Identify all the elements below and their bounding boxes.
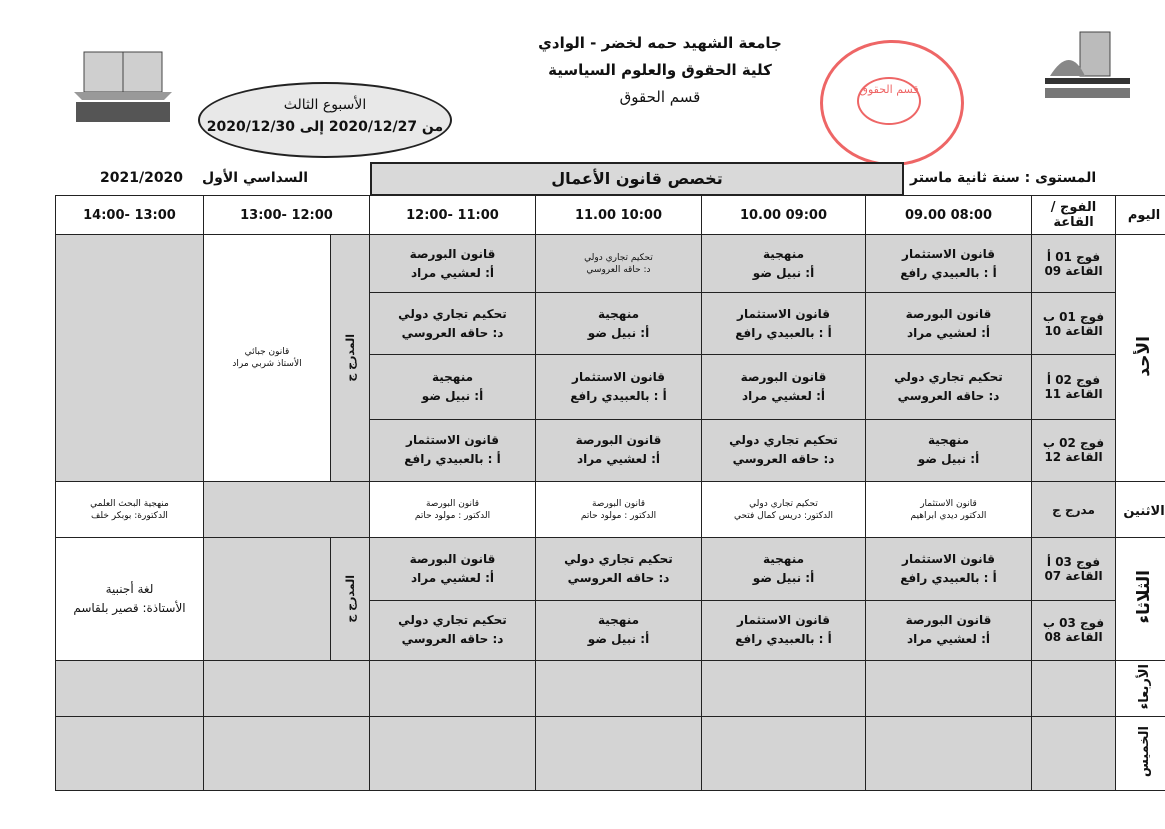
session-cell: قانون الاستثمار أ : بالعبيدي رافع — [702, 600, 866, 661]
academic-year: 2021/2020 — [100, 170, 184, 186]
session-cell: منهجية أ: نبيل ضو — [536, 600, 702, 661]
table-row — [56, 717, 1165, 791]
stamp-text: قسم الحقوق — [857, 77, 921, 125]
level-label: المستوى : سنة ثانية ماستر — [910, 170, 1097, 186]
university-header — [470, 30, 850, 111]
empty-cell — [56, 717, 204, 791]
session-cell: قانون البورصة الدكتور : مولود حاتم — [370, 482, 536, 538]
session-cell: تحكيم تجاري دولي د: حاقه العروسي — [536, 235, 702, 293]
session-cell: تحكيم تجاري دولي د: حاقه العروسي — [370, 293, 536, 355]
table-row — [56, 482, 1165, 538]
group-room-cell: فوج 01 ب القاعة 10 — [1032, 293, 1116, 355]
header-row — [56, 196, 1165, 235]
session-cell: منهجية أ: نبيل ضو — [866, 419, 1032, 481]
group-room-cell: فوج 01 أ القاعة 09 — [1032, 235, 1116, 293]
session-cell: تحكيم تجاري دولي د: حاقه العروسي — [866, 355, 1032, 419]
col-slot-3: 10:00 11.00 — [536, 196, 702, 235]
session-cell: قانون البورصة أ: لعشيي مراد — [536, 419, 702, 481]
col-slot-5: 12:00 -13:00 — [204, 196, 370, 235]
amphi-cell: مدرج ج — [1032, 482, 1116, 538]
col-slot-4: 11:00 -12:00 — [370, 196, 536, 235]
empty-cell — [536, 661, 702, 717]
session-cell: منهجية أ: نبيل ضو — [370, 355, 536, 419]
empty-cell — [536, 717, 702, 791]
group-room-cell: فوج 02 ب القاعة 12 — [1032, 419, 1116, 481]
session-cell: منهجية أ: نبيل ضو — [702, 538, 866, 601]
session-cell: قانون البورصة أ: لعشيي مراد — [702, 355, 866, 419]
session-cell: قانون البورصة أ: لعشيي مراد — [370, 538, 536, 601]
empty-cell — [1032, 661, 1116, 717]
day-thursday: الخميس — [1116, 717, 1165, 791]
week-range: من 2020/12/27 إلى 2020/12/30 — [206, 119, 444, 135]
table-row — [56, 538, 1165, 601]
session-cell: تحكيم تجاري دولي د: حاقه العروسي — [702, 419, 866, 481]
empty-cell — [866, 717, 1032, 791]
department-name: قسم الحقوق — [619, 88, 701, 106]
session-cell: منهجية أ: نبيل ضو — [702, 235, 866, 293]
faculty-name: كلية الحقوق والعلوم السياسية — [548, 61, 772, 79]
session-cell: قانون البورصة أ: لعشيي مراد — [866, 600, 1032, 661]
week-badge — [198, 82, 452, 158]
empty-cell — [702, 661, 866, 717]
session-cell: قانون الاستثمار أ : بالعبيدي رافع — [536, 355, 702, 419]
session-cell: تحكيم تجاري دولي د: حاقه العروسي — [370, 600, 536, 661]
day-sunday: الأحد — [1116, 235, 1165, 482]
col-slot-1: 08:00 09.00 — [866, 196, 1032, 235]
specialty-title: تخصص قانون الأعمال — [370, 162, 904, 196]
empty-cell — [866, 661, 1032, 717]
amphi-label: المدرج ج — [330, 235, 369, 481]
university-logo — [1040, 24, 1135, 104]
empty-cell — [204, 661, 370, 717]
session-cell: منهجية البحث العلمي الدكتورة: بوبكر خلف — [56, 482, 204, 538]
group-room-cell: فوج 03 أ القاعة 07 — [1032, 538, 1116, 601]
week-title: الأسبوع الثالث — [283, 97, 367, 113]
empty-cell — [204, 717, 370, 791]
empty-cell — [702, 717, 866, 791]
session-cell: قانون البورصة أ: لعشيي مراد — [866, 293, 1032, 355]
group-room-cell: فوج 02 أ القاعة 11 — [1032, 355, 1116, 419]
empty-cell — [204, 482, 370, 538]
faculty-logo — [64, 42, 182, 126]
university-name: جامعة الشهيد حمه لخضر - الوادي — [538, 34, 782, 52]
session-cell: قانون الاستثمار أ : بالعبيدي رافع — [702, 293, 866, 355]
day-wednesday: الأربعاء — [1116, 661, 1165, 717]
noon-session-cell — [204, 235, 370, 482]
timetable — [55, 195, 1165, 791]
day-tuesday: الثلاثاء — [1116, 538, 1165, 661]
day-monday: الاثنين — [1116, 482, 1165, 538]
noon-course: قانون جبائي الأستاذ شربي مراد — [232, 347, 302, 369]
empty-cell — [56, 235, 204, 482]
official-stamp — [820, 40, 964, 166]
col-group-room: الفوج / القاعة — [1032, 196, 1116, 235]
session-cell: قانون الاستثمار أ : بالعبيدي رافع — [866, 538, 1032, 601]
table-row — [56, 661, 1165, 717]
session-cell: قانون الاستثمار أ : بالعبيدي رافع — [866, 235, 1032, 293]
col-slot-2: 09:00 10.00 — [702, 196, 866, 235]
col-day: اليوم — [1116, 196, 1165, 235]
empty-cell — [56, 661, 204, 717]
session-cell: تحكيم تجاري دولي الدكتور: دريس كمال فتحي — [702, 482, 866, 538]
empty-cell — [1032, 717, 1116, 791]
session-cell: لغة أجنبية الأستاذة: قصير بلقاسم — [56, 538, 204, 661]
session-cell: قانون الاستثمار أ : بالعبيدي رافع — [370, 419, 536, 481]
empty-cell — [370, 661, 536, 717]
session-cell: قانون البورصة الدكتور : مولود حاتم — [536, 482, 702, 538]
session-cell: تحكيم تجاري دولي د: حاقه العروسي — [536, 538, 702, 601]
semester-label: السداسي الأول — [202, 170, 309, 186]
session-cell: قانون الاستثمار الدكتور ديدي ابراهيم — [866, 482, 1032, 538]
col-slot-6: 13:00 -14:00 — [56, 196, 204, 235]
session-cell: قانون البورصة أ: لعشيي مراد — [370, 235, 536, 293]
group-room-cell: فوج 03 ب القاعة 08 — [1032, 600, 1116, 661]
empty-cell — [370, 717, 536, 791]
table-row — [56, 235, 1165, 293]
amphi-cell — [204, 538, 370, 661]
amphi-label: المدرج ج — [330, 538, 369, 660]
session-cell: منهجية أ: نبيل ضو — [536, 293, 702, 355]
